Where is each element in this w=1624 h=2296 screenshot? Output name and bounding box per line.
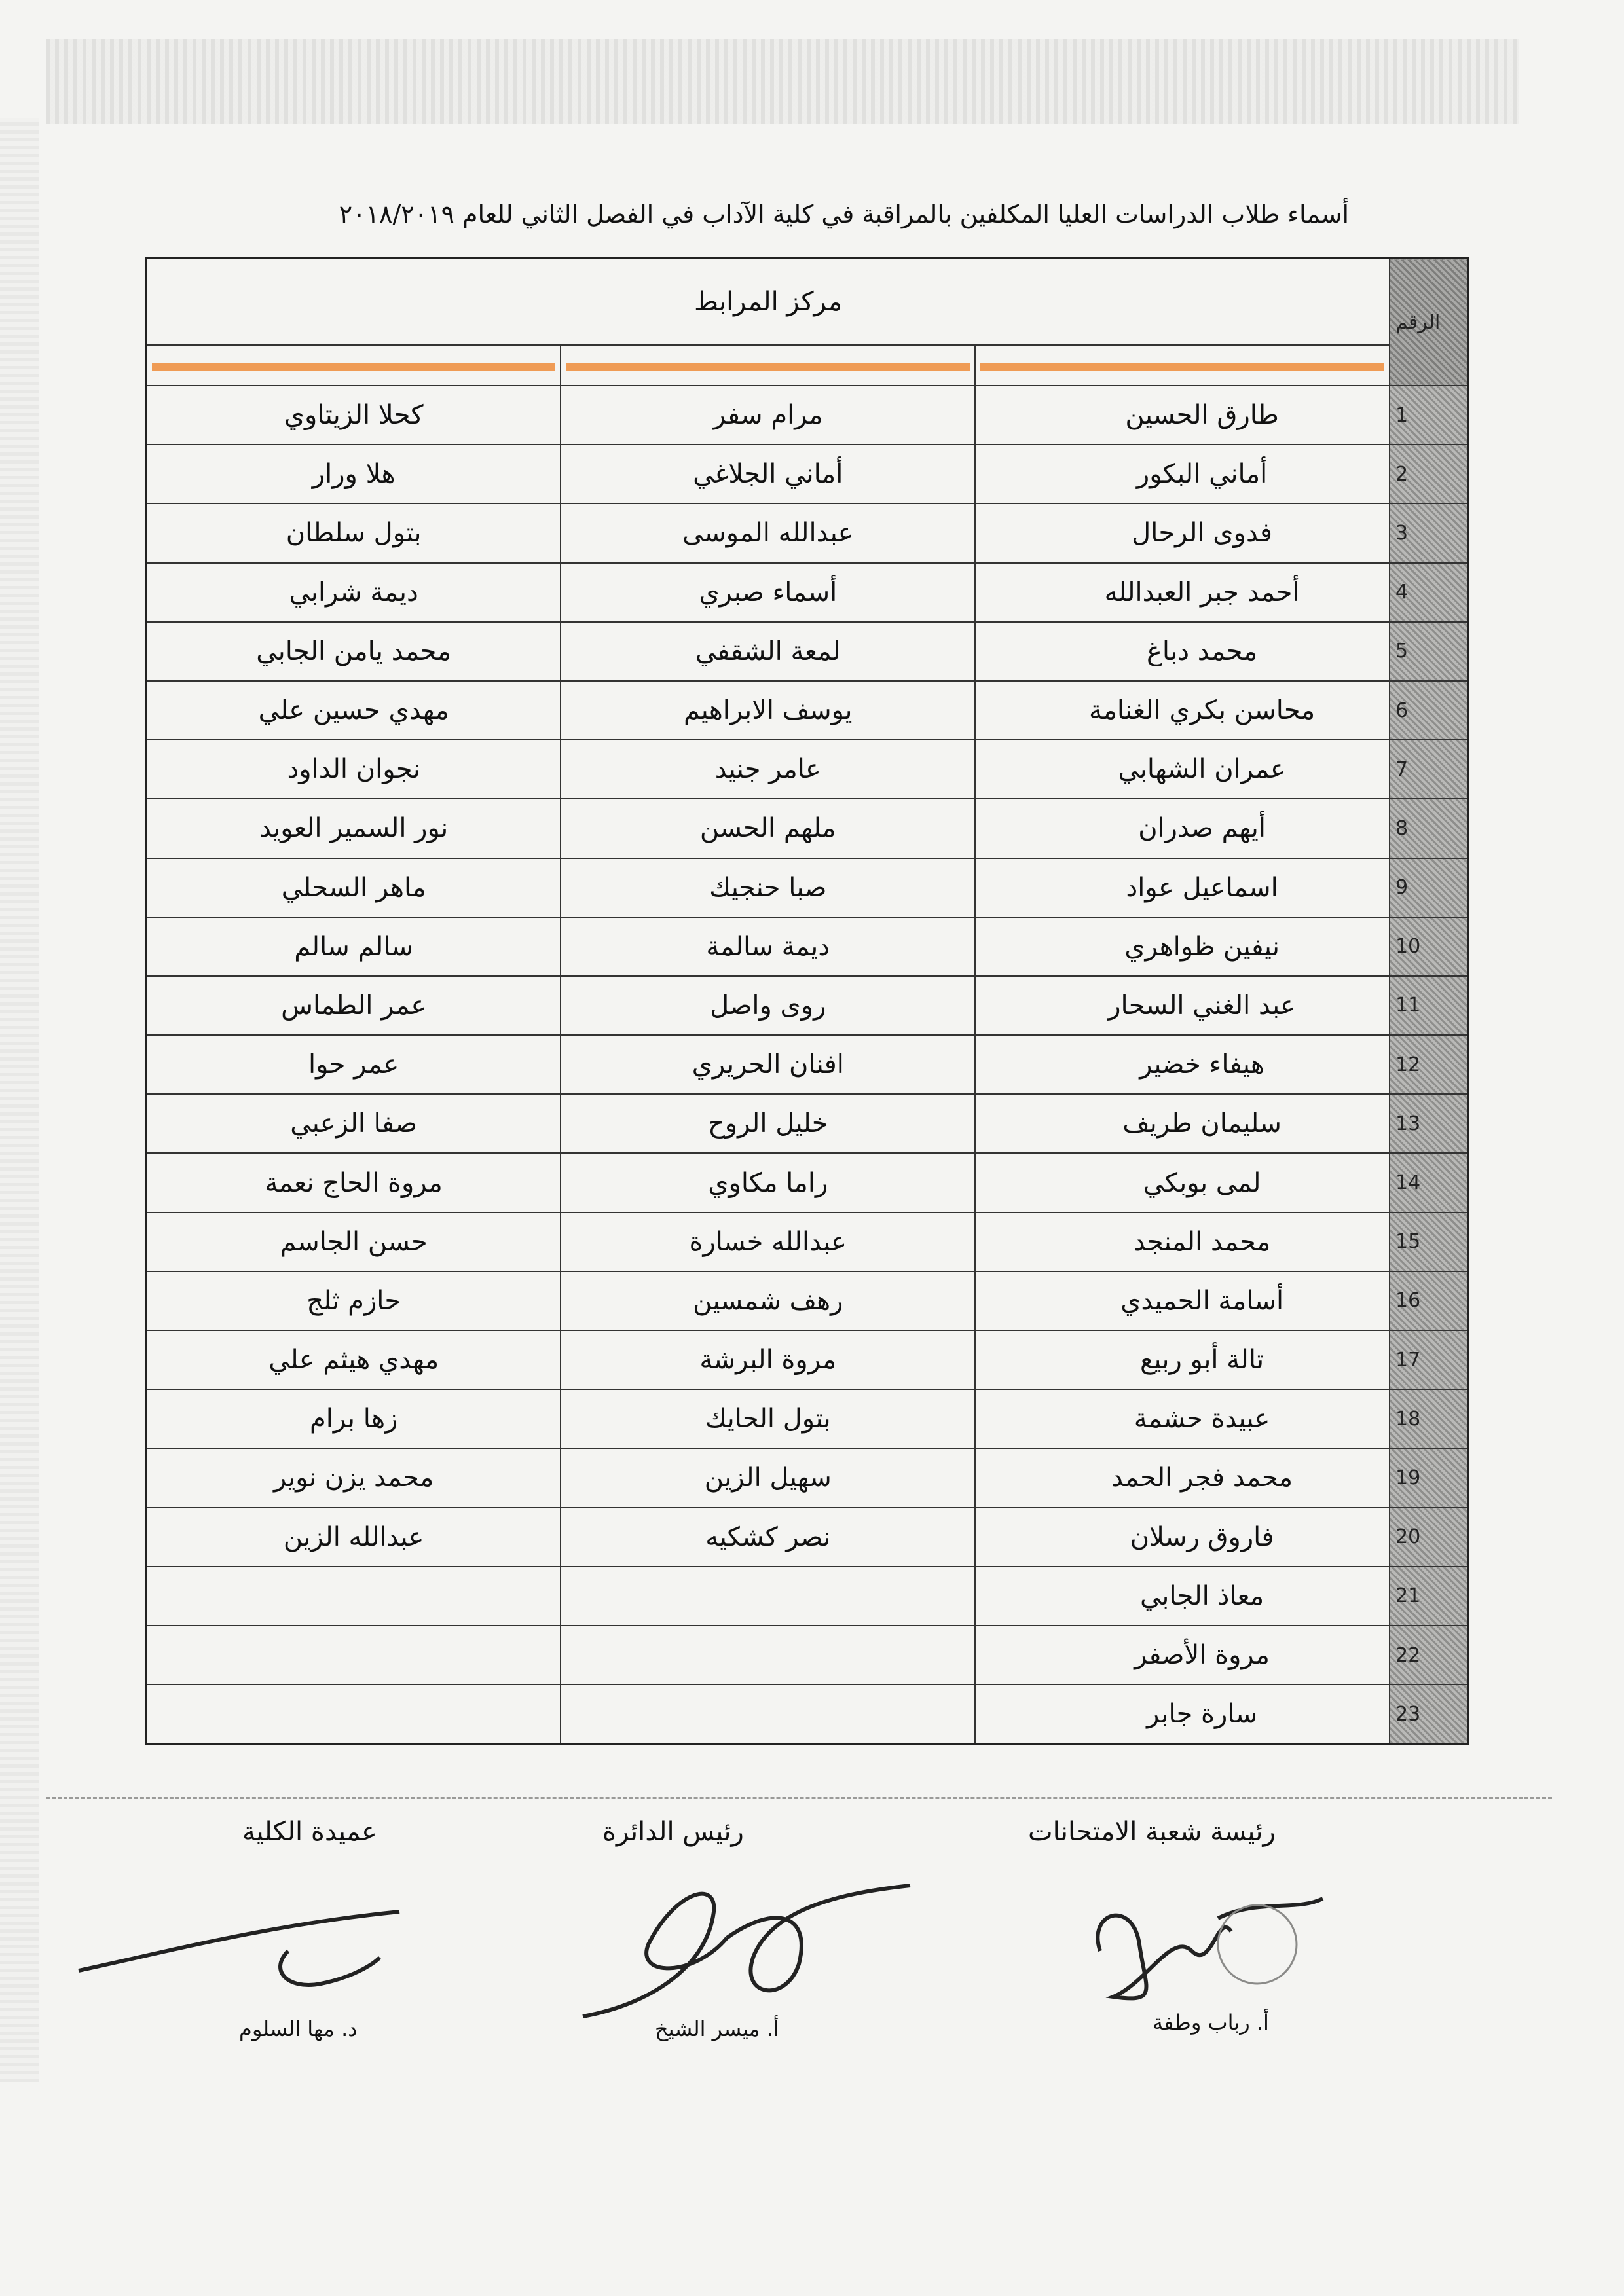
week-1-invigilator: نيفين ظواهري — [975, 917, 1390, 976]
week-2-invigilator: عبدالله الموسى — [561, 503, 975, 562]
week-3-invigilator: عمر حوا — [147, 1035, 561, 1094]
row-number: 1 — [1390, 386, 1469, 445]
week-3-invigilator: عمر الطماس — [147, 976, 561, 1035]
week-3-invigilator: زها برام — [147, 1389, 561, 1448]
week-2-invigilator: ملهم الحسن — [561, 799, 975, 858]
department-head-signature — [576, 1866, 917, 2036]
dean-signature — [72, 1886, 413, 2016]
week-1-invigilator: تالة أبو ربيع — [975, 1330, 1390, 1389]
week-1-invigilator: أماني البكور — [975, 445, 1390, 503]
week-3-invigilator: مروة الحاج نعمة — [147, 1153, 561, 1212]
week-3-invigilator: محمد يامن الجابي — [147, 622, 561, 681]
week-1-invigilator: فدوى الرحال — [975, 503, 1390, 562]
table-row — [147, 858, 1469, 917]
row-number: 4 — [1390, 563, 1469, 622]
week-2-invigilator: صبا حنجيك — [561, 858, 975, 917]
week-3-invigilator: ماهر السحلي — [147, 858, 561, 917]
week-2-invigilator: ديمة سالمة — [561, 917, 975, 976]
week-2-invigilator — [561, 1626, 975, 1685]
week-1-invigilator: أسامة الحميدي — [975, 1271, 1390, 1330]
scan-artifact-top — [46, 39, 1519, 124]
week-2-invigilator: خليل الروح — [561, 1094, 975, 1153]
week-2-invigilator: بتول الحايك — [561, 1389, 975, 1448]
week-3-invigilator: هلا ورار — [147, 445, 561, 503]
week-1-invigilator: هيفاء خضير — [975, 1035, 1390, 1094]
table-row — [147, 1567, 1469, 1626]
week-1-invigilator: لمى بوبكي — [975, 1153, 1390, 1212]
row-number: 14 — [1390, 1153, 1469, 1212]
table-row — [147, 799, 1469, 858]
week-3-invigilator: حسن الجاسم — [147, 1212, 561, 1271]
row-number: 22 — [1390, 1626, 1469, 1685]
table-row — [147, 445, 1469, 503]
department-head-name: أ. ميسر الشيخ — [655, 2016, 779, 2041]
week-3-invigilator: كحلا الزيتاوي — [147, 386, 561, 445]
week-2-invigilator: أسماء صبري — [561, 563, 975, 622]
row-number: 17 — [1390, 1330, 1469, 1389]
row-number: 3 — [1390, 503, 1469, 562]
week-1-label — [980, 363, 1384, 371]
table-row — [147, 1389, 1469, 1448]
week-3-invigilator: بتول سلطان — [147, 503, 561, 562]
week-2-invigilator: روى واصل — [561, 976, 975, 1035]
week-header-row — [147, 345, 1469, 386]
number-column-header: الرقم — [1390, 259, 1469, 386]
week-1-invigilator: محاسن بكري الغنامة — [975, 681, 1390, 740]
week-3-invigilator — [147, 1567, 561, 1626]
week-2-invigilator: عبدالله خسارة — [561, 1212, 975, 1271]
row-number: 21 — [1390, 1567, 1469, 1626]
week-2-header — [561, 345, 975, 386]
signature-divider — [46, 1797, 1552, 1799]
week-2-invigilator: افنان الحريري — [561, 1035, 975, 1094]
week-2-invigilator: مروة البرشة — [561, 1330, 975, 1389]
week-3-invigilator: نجوان الداود — [147, 740, 561, 799]
row-number: 20 — [1390, 1508, 1469, 1567]
week-2-invigilator: يوسف الابراهيم — [561, 681, 975, 740]
row-number: 11 — [1390, 976, 1469, 1035]
week-3-invigilator — [147, 1626, 561, 1685]
week-3-invigilator: سالم سالم — [147, 917, 561, 976]
row-number: 9 — [1390, 858, 1469, 917]
dean-title: عميدة الكلية — [242, 1817, 377, 1847]
week-3-invigilator — [147, 1685, 561, 1744]
week-1-invigilator: عبد الغني السحار — [975, 976, 1390, 1035]
row-number: 13 — [1390, 1094, 1469, 1153]
week-1-header — [975, 345, 1390, 386]
table-row — [147, 1271, 1469, 1330]
exams-head-title: رئيسة شعبة الامتحانات — [1028, 1817, 1276, 1847]
week-1-invigilator: مروة الأصفر — [975, 1626, 1390, 1685]
week-1-invigilator: معاذ الجابي — [975, 1567, 1390, 1626]
week-3-invigilator: محمد يزن نوير — [147, 1448, 561, 1507]
week-3-invigilator: حازم ثلج — [147, 1271, 561, 1330]
week-2-invigilator: أماني الجلاغي — [561, 445, 975, 503]
document-title: أسماء طلاب الدراسات العليا المكلفين بالمراقبة في كلية الآداب في الفصل الثاني للعام ٢٠١٨/٢٠١٩ — [339, 200, 1349, 228]
row-number: 18 — [1390, 1389, 1469, 1448]
week-1-invigilator: محمد فجر الحمد — [975, 1448, 1390, 1507]
exam-center-header: مركز المرابط — [147, 259, 1390, 346]
row-number: 10 — [1390, 917, 1469, 976]
week-3-invigilator: مهدي حسين علي — [147, 681, 561, 740]
table-row — [147, 1330, 1469, 1389]
row-number: 15 — [1390, 1212, 1469, 1271]
row-number: 7 — [1390, 740, 1469, 799]
week-1-invigilator: محمد المنجد — [975, 1212, 1390, 1271]
week-2-label — [566, 363, 970, 371]
row-number: 23 — [1390, 1685, 1469, 1744]
week-2-invigilator: نصر كشكيه — [561, 1508, 975, 1567]
table-row — [147, 917, 1469, 976]
table-row — [147, 1685, 1469, 1744]
week-3-header — [147, 345, 561, 386]
table-row — [147, 1212, 1469, 1271]
table-row — [147, 681, 1469, 740]
table-row — [147, 1035, 1469, 1094]
exams-head-name: أ. رباب وطفة — [1153, 2010, 1269, 2035]
table-row — [147, 622, 1469, 681]
week-1-invigilator: فاروق رسلان — [975, 1508, 1390, 1567]
table-row — [147, 976, 1469, 1035]
table-row — [147, 1094, 1469, 1153]
table-row — [147, 740, 1469, 799]
table-row — [147, 386, 1469, 445]
exams-head-signature — [1061, 1872, 1336, 2023]
week-1-invigilator: سارة جابر — [975, 1685, 1390, 1744]
scan-artifact-left — [0, 118, 39, 2082]
week-1-invigilator: أحمد جبر العبدالله — [975, 563, 1390, 622]
table-header-row — [147, 259, 1469, 346]
department-head-title: رئيس الدائرة — [602, 1817, 744, 1847]
week-1-invigilator: عمران الشهابي — [975, 740, 1390, 799]
week-1-invigilator: اسماعيل عواد — [975, 858, 1390, 917]
week-1-invigilator: طارق الحسين — [975, 386, 1390, 445]
table-row — [147, 563, 1469, 622]
row-number: 19 — [1390, 1448, 1469, 1507]
week-3-invigilator: ديمة شرابي — [147, 563, 561, 622]
week-3-invigilator: عبدالله الزين — [147, 1508, 561, 1567]
week-3-invigilator: نور السمير العويد — [147, 799, 561, 858]
week-1-invigilator: أيهم صدران — [975, 799, 1390, 858]
table-row — [147, 1153, 1469, 1212]
week-2-invigilator: سهيل الزين — [561, 1448, 975, 1507]
week-2-invigilator — [561, 1685, 975, 1744]
week-2-invigilator: لمعة الشقفي — [561, 622, 975, 681]
table-row — [147, 503, 1469, 562]
week-1-invigilator: عبيدة حشمة — [975, 1389, 1390, 1448]
row-number: 6 — [1390, 681, 1469, 740]
week-2-invigilator: مرام سفر — [561, 386, 975, 445]
table-row — [147, 1626, 1469, 1685]
row-number: 5 — [1390, 622, 1469, 681]
row-number: 2 — [1390, 445, 1469, 503]
week-3-label — [152, 363, 556, 371]
week-3-invigilator: صفا الزعبي — [147, 1094, 561, 1153]
week-1-invigilator: محمد دباغ — [975, 622, 1390, 681]
row-number: 12 — [1390, 1035, 1469, 1094]
week-2-invigilator: عامر جنيد — [561, 740, 975, 799]
row-number: 8 — [1390, 799, 1469, 858]
table-row — [147, 1448, 1469, 1507]
row-number: 16 — [1390, 1271, 1469, 1330]
invigilation-table — [145, 257, 1469, 1745]
table-row — [147, 1508, 1469, 1567]
dean-name: د. مها السلوم — [239, 2016, 358, 2041]
week-2-invigilator — [561, 1567, 975, 1626]
week-1-invigilator: سليمان طريف — [975, 1094, 1390, 1153]
week-2-invigilator: رهف شمسين — [561, 1271, 975, 1330]
week-2-invigilator: راما مكاوي — [561, 1153, 975, 1212]
week-3-invigilator: مهدي هيثم علي — [147, 1330, 561, 1389]
